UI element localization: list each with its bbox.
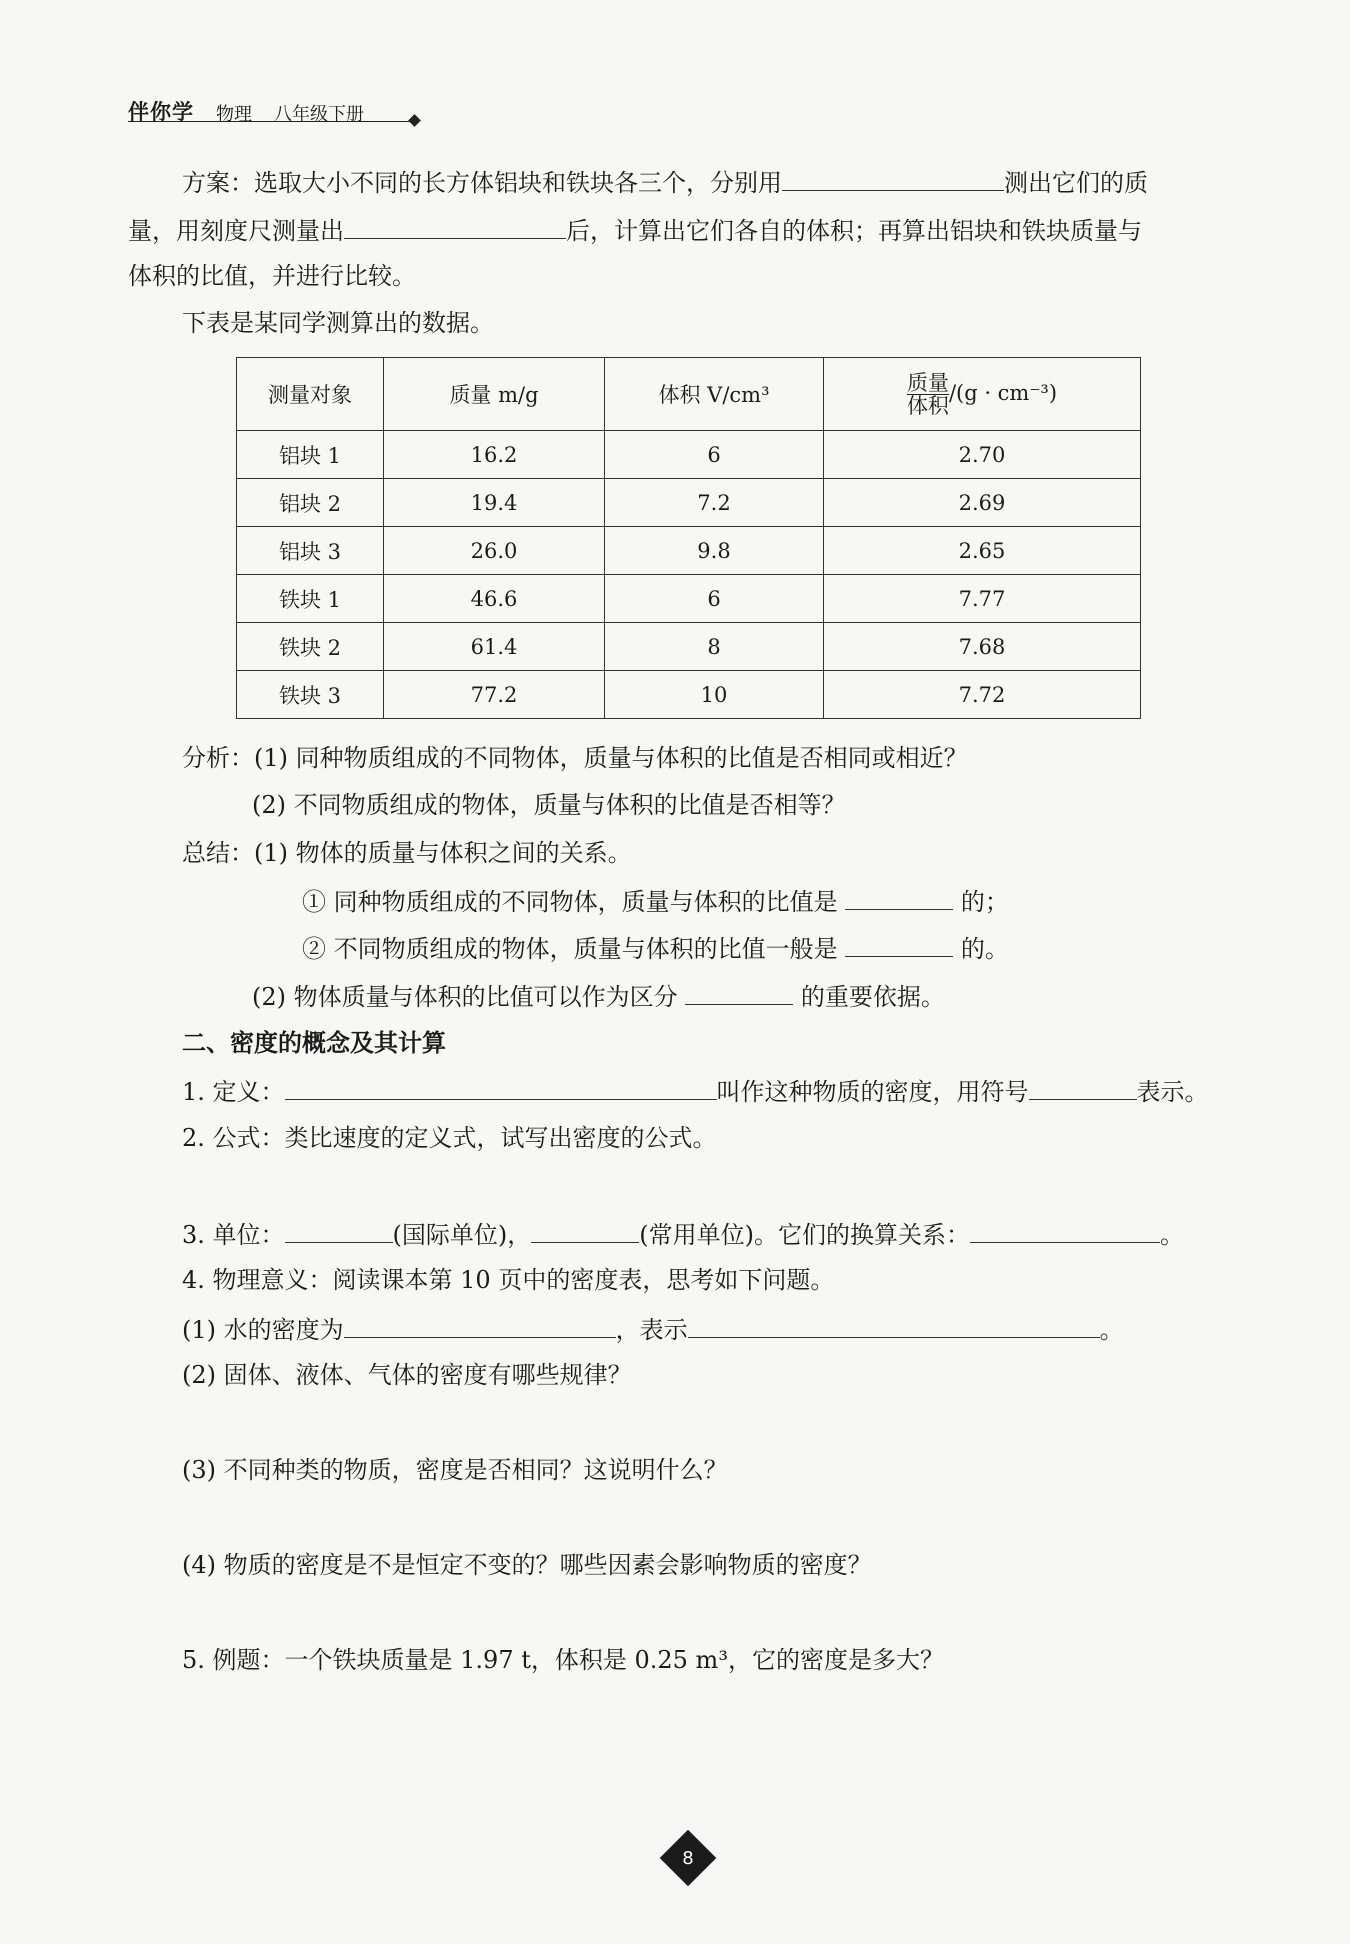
table-cell: 7.2 <box>605 479 824 527</box>
summary-text: ① 同种物质组成的不同物体，质量与体积的比值是 <box>302 888 838 916</box>
blank-same-substance[interactable] <box>845 883 953 910</box>
table-cell: 16.2 <box>384 431 605 479</box>
table-intro: 下表是某同学测算出的数据。 <box>182 309 494 337</box>
table-row <box>237 671 1141 719</box>
summary-text: 的； <box>960 888 1009 916</box>
table-row <box>237 431 1141 479</box>
table-cell: 2.70 <box>824 431 1141 479</box>
data-table <box>236 357 1141 719</box>
col-header-ratio <box>824 358 1141 431</box>
meaning-line: 4. 物理意义：阅读课本第 10 页中的密度表，思考如下问题。 <box>182 1266 835 1294</box>
summary-2 <box>302 883 1009 919</box>
table-cell: 7.68 <box>824 623 1141 671</box>
analysis-2: (2) 不同物质组成的物体，质量与体积的比值是否相等？ <box>252 791 846 819</box>
question-4: (4) 物质的密度是不是恒定不变的？哪些因素会影响物质的密度？ <box>182 1551 872 1579</box>
table-cell: 铁块 2 <box>237 623 384 671</box>
summary-text: 的。 <box>960 935 1009 963</box>
definition-text: 叫作这种物质的密度，用符号 <box>716 1078 1029 1106</box>
summary-3 <box>302 930 1009 966</box>
analysis-1: 分析：(1) 同种物质组成的不同物体，质量与体积的比值是否相同或相近？ <box>182 744 968 772</box>
blank-dimensions[interactable] <box>344 212 566 239</box>
plan-line-3: 体积的比值，并进行比较。 <box>128 262 416 290</box>
table-row <box>237 479 1141 527</box>
table-row <box>237 575 1141 623</box>
table-cell: 铁块 1 <box>237 575 384 623</box>
plan-text: 测出它们的质 <box>1004 169 1148 197</box>
plan-text: 方案：选取大小不同的长方体铝块和铁块各三个，分别用 <box>182 169 782 197</box>
plan-line-2 <box>128 212 1142 248</box>
question-2: (2) 固体、液体、气体的密度有哪些规律？ <box>182 1361 632 1389</box>
table-cell: 铁块 3 <box>237 671 384 719</box>
summary-4 <box>252 978 945 1014</box>
table-cell: 77.2 <box>384 671 605 719</box>
table-row <box>237 527 1141 575</box>
subject-label: 物理 <box>216 104 252 125</box>
summary-text: 的重要依据。 <box>800 983 945 1011</box>
unit-text: 3. 单位： <box>182 1221 285 1249</box>
unit-text: 。 <box>1160 1221 1184 1249</box>
ratio-fraction <box>907 372 949 417</box>
brand-title: 伴你学 <box>128 100 194 124</box>
col-header-object: 测量对象 <box>237 358 384 431</box>
blank-symbol[interactable] <box>1029 1073 1137 1100</box>
definition-line <box>182 1073 1209 1109</box>
ratio-denominator: 体积 <box>906 393 949 418</box>
header-diamond-icon <box>408 114 421 127</box>
table-cell: 61.4 <box>384 623 605 671</box>
table-cell: 10 <box>605 671 824 719</box>
summary-text: ② 不同物质组成的物体，质量与体积的比值一般是 <box>302 935 838 963</box>
grade-label: 八年级下册 <box>274 104 364 125</box>
section-2-title: 二、密度的概念及其计算 <box>182 1029 446 1057</box>
blank-definition[interactable] <box>285 1073 717 1100</box>
table-cell: 6 <box>605 431 824 479</box>
table-cell: 7.77 <box>824 575 1141 623</box>
header-rule <box>128 121 416 122</box>
unit-text: (国际单位)， <box>392 1221 532 1249</box>
table-row <box>237 623 1141 671</box>
question-1 <box>182 1311 1124 1347</box>
blank-measuring-tool[interactable] <box>782 164 1004 191</box>
col-header-mass: 质量 m/g <box>384 358 605 431</box>
ratio-numerator: 质量 <box>906 370 949 395</box>
table-cell: 9.8 <box>605 527 824 575</box>
table-cell: 6 <box>605 575 824 623</box>
blank-si-unit[interactable] <box>285 1216 393 1243</box>
plan-text: 后，计算出它们各自的体积；再算出铝块和铁块质量与 <box>566 217 1142 245</box>
blank-meaning[interactable] <box>688 1311 1100 1338</box>
definition-text: 表示。 <box>1136 1078 1209 1106</box>
summary-text: (2) 物体质量与体积的比值可以作为区分 <box>252 983 678 1011</box>
plan-line-1 <box>182 164 1148 200</box>
table-cell: 铝块 2 <box>237 479 384 527</box>
table-cell: 2.65 <box>824 527 1141 575</box>
table-cell: 46.6 <box>384 575 605 623</box>
question-text: (1) 水的密度为 <box>182 1316 344 1344</box>
unit-line <box>182 1216 1184 1252</box>
question-3: (3) 不同种类的物质，密度是否相同？这说明什么？ <box>182 1456 728 1484</box>
table-cell: 铝块 1 <box>237 431 384 479</box>
example-problem: 5. 例题：一个铁块质量是 1.97 t，体积是 0.25 m³，它的密度是多大？ <box>182 1646 944 1674</box>
summary-1: 总结：(1) 物体的质量与体积之间的关系。 <box>182 839 632 867</box>
question-text: 。 <box>1099 1316 1124 1344</box>
blank-common-unit[interactable] <box>531 1216 639 1243</box>
table-cell: 7.72 <box>824 671 1141 719</box>
question-text: ，表示 <box>615 1316 688 1344</box>
definition-text: 1. 定义： <box>182 1078 285 1106</box>
formula-line: 2. 公式：类比速度的定义式，试写出密度的公式。 <box>182 1124 717 1152</box>
plan-text: 量，用刻度尺测量出 <box>128 217 344 245</box>
blank-water-density[interactable] <box>344 1311 616 1338</box>
table-cell: 26.0 <box>384 527 605 575</box>
ratio-unit: /(g · cm⁻³) <box>948 380 1058 405</box>
table-cell: 8 <box>605 623 824 671</box>
table-cell: 2.69 <box>824 479 1141 527</box>
table-header-row <box>237 358 1141 431</box>
table-cell: 19.4 <box>384 479 605 527</box>
blank-distinguish[interactable] <box>685 978 793 1005</box>
unit-text: (常用单位)。它们的换算关系： <box>639 1221 970 1249</box>
col-header-volume: 体积 V/cm³ <box>605 358 824 431</box>
blank-conversion[interactable] <box>970 1216 1160 1243</box>
blank-different-substance[interactable] <box>845 930 953 957</box>
table-cell: 铝块 3 <box>237 527 384 575</box>
page-number: 8 <box>682 1847 694 1869</box>
